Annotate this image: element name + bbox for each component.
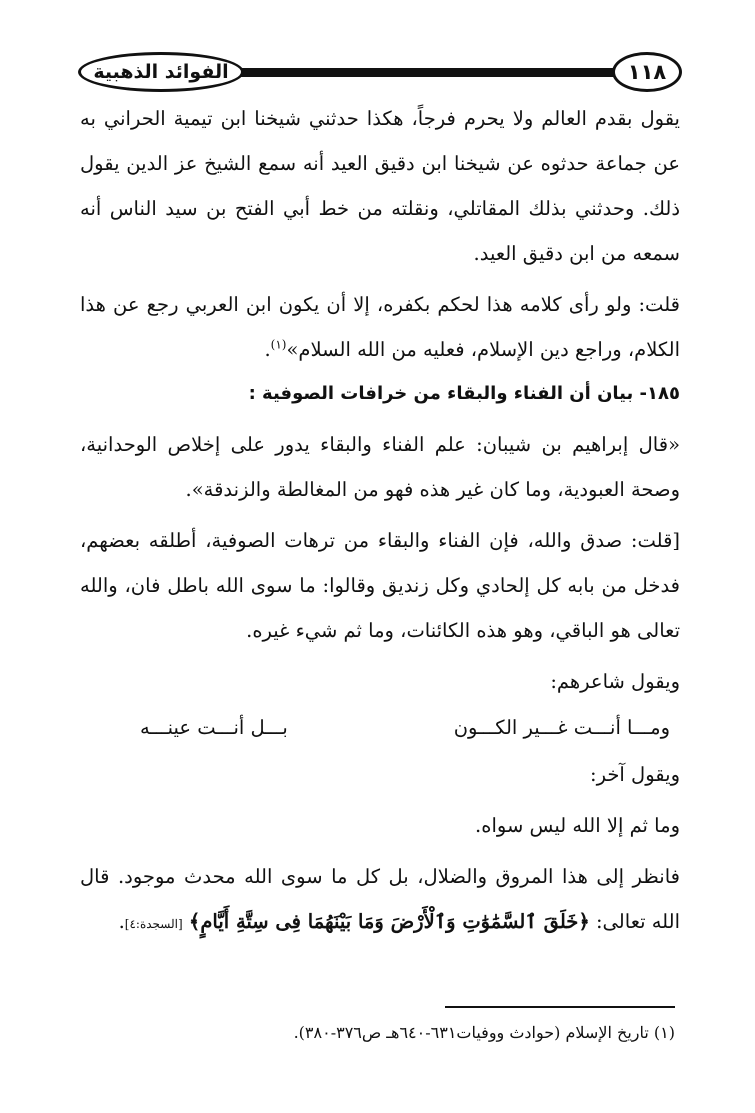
footnote-separator	[445, 1006, 675, 1008]
book-title: الفوائد الذهبية	[78, 52, 244, 92]
footnote: (١) تاريخ الإسلام (حوادث ووفيات٦٣١-٦٤٠هـ ص٣٧٦-٣٨٠).	[293, 1023, 675, 1042]
page-body	[80, 96, 680, 947]
quran-reference: [السجدة:٤]	[124, 917, 183, 931]
paragraph-1: يقول بقدم العالم ولا يحرم فرجاً، هكذا حدثني شيخنا ابن تيمية الحراني به عن جماعة حدثوه عن شيخنا ابن دقيق العيد أنه سمع الشيخ عز الدين يقول ذلك. وحدثني بذلك المقاتلي، ونقلته من خط أبي الفتح بن سيد الناس أنه سمعه من ابن دقيق العيد.	[80, 107, 680, 265]
page-number: ١١٨	[612, 52, 682, 92]
footnote-marker: (١)	[270, 337, 287, 352]
paragraph-2-text: قلت: ولو رأى كلامه هذا لحكم بكفره، إلا أن يكون ابن العربي رجع عن هذا الكلام، وراجع دين الإسلام، فعليه من الله السلام»	[80, 293, 680, 361]
quran-verse: ﴿خَلَقَ ٱلسَّمَٰوَٰتِ وَٱلْأَرْضَ وَمَا بَيْنَهُمَا فِى سِتَّةِ أَيَّامٍ﴾	[188, 910, 590, 933]
paragraph-6: ويقول آخر:	[590, 763, 680, 786]
paragraph-5: ويقول شاعرهم:	[550, 670, 680, 693]
paragraph-2-end: .	[264, 338, 271, 361]
paragraph-8	[80, 854, 680, 947]
page-header	[78, 48, 682, 100]
paragraph-8-text: فانظر إلى هذا المروق والضلال، بل كل ما سوى الله محدث موجود. قال الله تعالى:	[80, 865, 680, 933]
paragraph-4: [قلت: صدق والله، فإن الفناء والبقاء من ترهات الصوفية، أطلقه بعضهم، فدخل من بابه كل إلحادي وكل زنديق وقالوا: ما سوى الله باطل فان، والله تعالى هو الباقي، وهو هذه الكائنات، وما ثم شيء غيره.	[80, 529, 680, 642]
paragraph-8-end: .	[118, 910, 125, 933]
verse-first-hemistich: ومـــا أنـــت غـــير الكـــون	[453, 716, 670, 739]
header-rule	[228, 68, 622, 77]
paragraph-3: «قال إبراهيم بن شيبان: علم الفناء والبقاء يدور على إخلاص الوحدانية، وصحة العبودية، وما كان غير هذه فهو من المغالطة والزندقة».	[80, 433, 680, 501]
section-heading: ١٨٥- بيان أن الفناء والبقاء من خرافات الصوفية :	[248, 383, 680, 404]
poem-verse	[80, 704, 680, 752]
verse-second-hemistich: بـــل أنـــت عينـــه	[140, 716, 288, 739]
paragraph-7: وما ثم إلا الله ليس سواه.	[475, 814, 680, 837]
paragraph-2	[80, 282, 680, 372]
